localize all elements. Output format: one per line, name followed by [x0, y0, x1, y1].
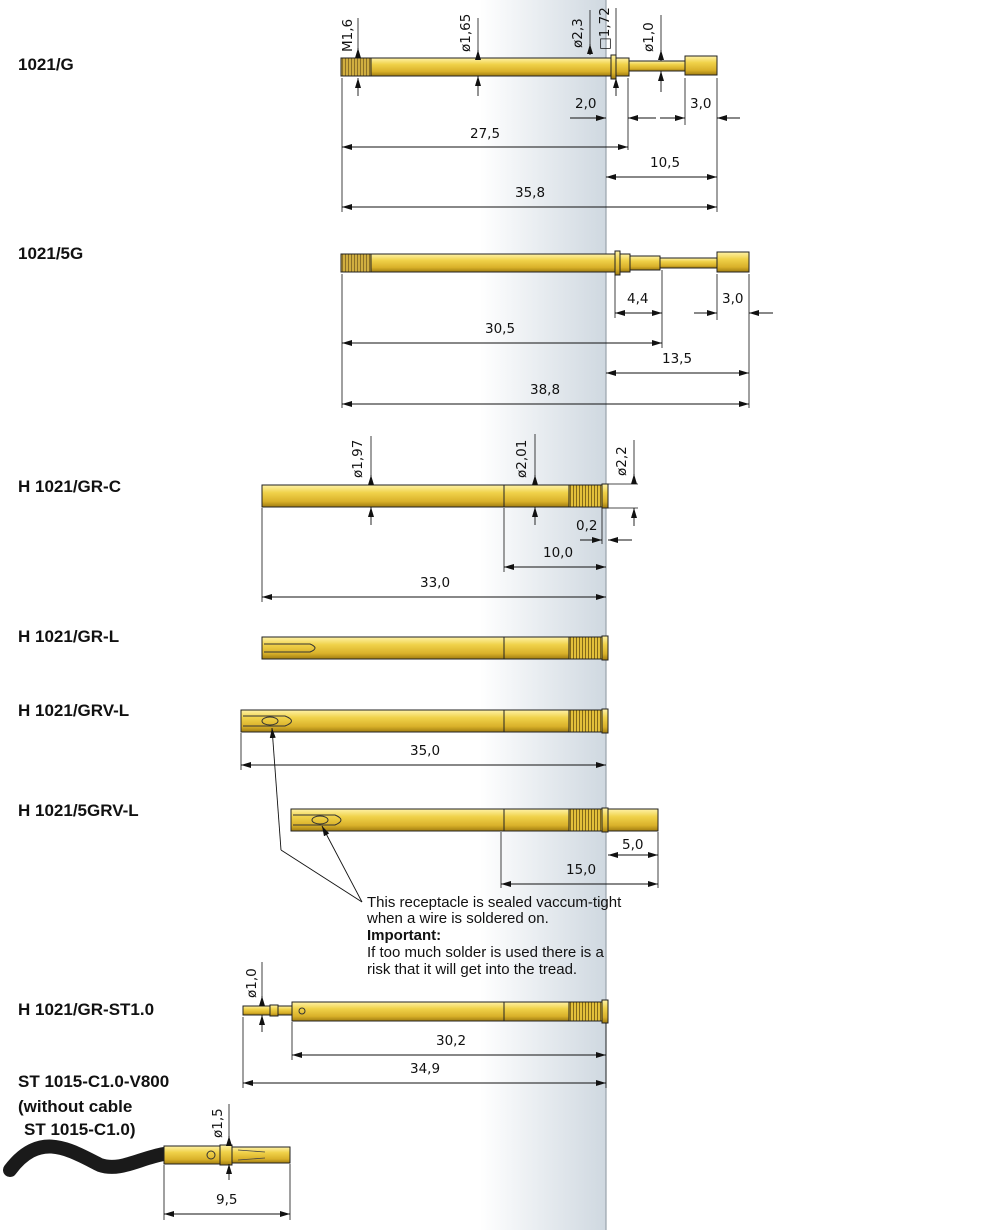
dim-d23: ø2,3 [570, 18, 586, 48]
dim-sq172: □1,72 [597, 7, 613, 50]
dim-d201: ø2,01 [514, 439, 530, 478]
label-1021-g: 1021/G [18, 55, 74, 74]
dim-100: 10,0 [543, 545, 574, 561]
dim-350: 35,0 [410, 743, 441, 759]
label-without-cable: (without cable [18, 1097, 133, 1116]
dim-d22: ø2,2 [614, 446, 630, 476]
receptacle-h1021-gr-c [262, 484, 608, 508]
dim-st-d15: ø1,5 [210, 1108, 226, 1138]
dim-50: 5,0 [622, 837, 644, 853]
receptacle-h1021-gr-st10 [243, 1000, 608, 1023]
dim-135: 13,5 [662, 351, 693, 367]
receptacle-h1021-grv-l [241, 709, 608, 733]
dim-st-d10: ø1,0 [244, 968, 260, 998]
dim-5g-30: 3,0 [722, 291, 744, 307]
dim-349: 34,9 [410, 1061, 441, 1077]
receptacle-h1021-5grv-l [291, 808, 658, 832]
cable [10, 1147, 164, 1170]
dim-44: 4,4 [627, 291, 649, 307]
dim-20: 2,0 [575, 96, 597, 112]
dim-02: 0,2 [576, 518, 598, 534]
dim-275: 27,5 [470, 126, 501, 142]
dim-30: 3,0 [690, 96, 712, 112]
dim-d165: ø1,65 [458, 13, 474, 52]
note-line1: This receptacle is sealed vaccum-tight [367, 894, 622, 911]
label-1021-5g: 1021/5G [18, 244, 84, 263]
dim-105: 10,5 [650, 155, 681, 171]
dim-d197: ø1,97 [350, 439, 366, 478]
dim-d10: ø1,0 [641, 22, 657, 52]
label-h1021-gr-c: H 1021/GR-C [18, 477, 121, 496]
dim-95: 9,5 [216, 1192, 238, 1208]
note-line4: risk that it will get into the tread. [367, 961, 578, 978]
label-h1021-5grv-l: H 1021/5GRV-L [18, 801, 139, 820]
label-h1021-gr-l: H 1021/GR-L [18, 627, 120, 646]
label-h1021-grv-l: H 1021/GRV-L [18, 701, 130, 720]
dim-305: 30,5 [485, 321, 516, 337]
dim-358: 35,8 [515, 185, 546, 201]
note-line2: when a wire is soldered on. [367, 910, 549, 927]
label-st1015-c10: ST 1015-C1.0) [24, 1120, 136, 1139]
dim-302: 30,2 [436, 1033, 467, 1049]
dim-150: 15,0 [566, 862, 597, 878]
label-st1015-c10-v800: ST 1015-C1.0-V800 [18, 1072, 170, 1091]
pin-1021-5g [341, 251, 749, 275]
dim-m16: M1,6 [340, 18, 356, 52]
note-line3: If too much solder is used there is a [367, 944, 604, 961]
st1015-test-probe [10, 1145, 290, 1170]
note-heading: Important: [367, 927, 442, 944]
dim-330: 33,0 [420, 575, 451, 591]
label-h1021-gr-st10: H 1021/GR-ST1.0 [18, 1000, 155, 1019]
receptacle-h1021-gr-l [262, 636, 608, 660]
dim-388: 38,8 [530, 382, 561, 398]
